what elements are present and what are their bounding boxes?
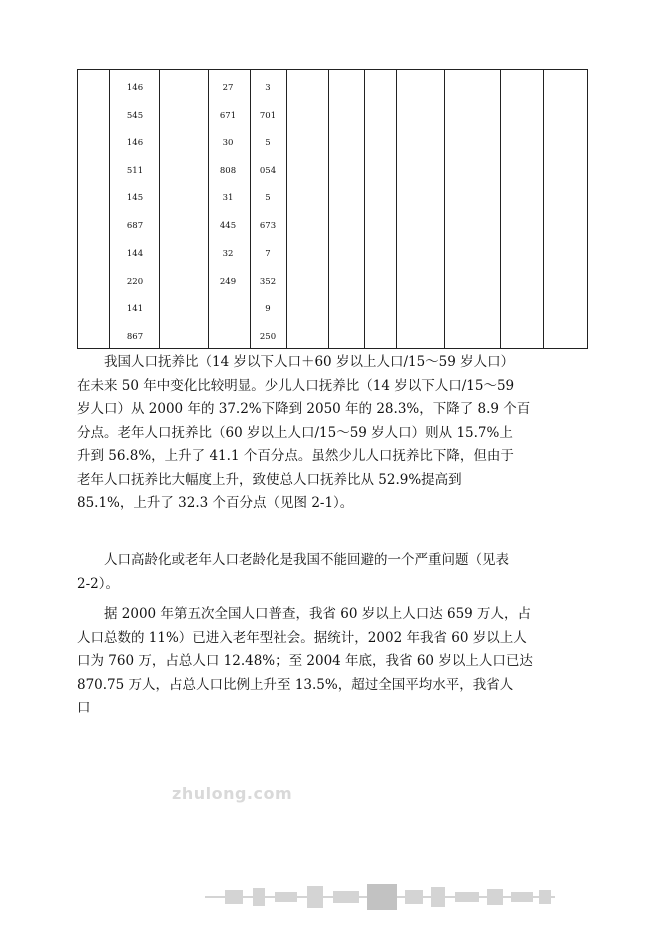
text-line: 口 [77,700,91,716]
table-cell: 141 [126,304,144,314]
table-cell: 671 [219,111,237,121]
text-line: 据 2000 年第五次全国人口普查，我省 60 岁以上人口达 659 万人，占 [104,606,532,622]
table-column-divider [444,70,445,348]
data-table [77,69,588,349]
table-column-divider [109,70,110,348]
paragraph-dependency-ratio [77,351,582,516]
table-cell: 250 [259,332,277,342]
table-cell: 808 [219,166,237,176]
text-line: 870.75 万人，占总人口比例上升至 13.5%，超过全国平均水平，我省人 [77,676,514,693]
table-column-divider [543,70,544,348]
table-cell: 545 [126,111,144,121]
table-cell: 5 [265,193,271,203]
table-cell: 32 [222,249,234,259]
table-cell: 144 [126,249,144,259]
table-cell: 687 [126,221,144,231]
table-cell: 3 [265,83,271,93]
table-cell: 9 [265,304,271,314]
table-column-divider [396,70,397,348]
watermark-text: zhulong.com [172,784,293,803]
text-line: 口为 760 万，占总人口 12.48%；至 2004 年底，我省 60 岁以上人口已达 [77,653,533,669]
table-cell: 146 [126,138,144,148]
table-cell: 445 [219,221,237,231]
table-cell: 31 [222,193,234,203]
text-line: 85.1%，上升了 32.3 个百分点（见图 2-1）。 [77,495,354,511]
table-cell: 5 [265,138,271,148]
table-cell: 867 [126,332,144,342]
text-line: 在未来 50 年中变化比较明显。少儿人口抚养比（14 岁以下人口/15～59 [77,377,515,394]
table-cell: 054 [259,166,277,176]
table-column-divider [364,70,365,348]
table-cell: 27 [222,83,234,93]
text-line: 老年人口抚养比大幅度上升，致使总人口抚养比从 52.9%提高到 [77,471,462,488]
text-line: 分点。老年人口抚养比（60 岁以上人口/15～59 岁人口）则从 15.7%上 [77,424,513,441]
table-column-divider [159,70,160,348]
text-line: 人口高龄化或老年人口老龄化是我国不能回避的一个严重问题（见表 [104,552,509,568]
table-cell: 146 [126,83,144,93]
text-line: 人口总数的 11%）已进入老年型社会。据统计，2002 年我省 60 岁以上人 [77,629,527,646]
text-line: 升到 56.8%，上升了 41.1 个百分点。虽然少儿人口抚养比下降，但由于 [77,448,514,464]
table-cell: 220 [126,277,144,287]
table-column-divider [328,70,329,348]
table-cell: 249 [219,277,237,287]
table-column-divider [500,70,501,348]
table-cell: 673 [259,221,277,231]
table-cell: 145 [126,193,144,203]
table-cell: 7 [265,249,271,259]
paragraph-aging-issue [77,549,582,596]
text-line: 我国人口抚养比（14 岁以下人口＋60 岁以上人口/15～59 岁人口） [104,354,515,370]
watermark-noise-graphic [205,880,555,914]
text-line: 2-2）。 [77,575,119,592]
table-cell: 701 [259,111,277,121]
table-cell: 511 [126,166,144,176]
table-cell: 352 [259,277,277,287]
paragraph-province-census [77,603,582,721]
table-cell: 30 [222,138,234,148]
text-line: 岁人口）从 2000 年的 37.2%下降到 2050 年的 28.3%，下降了 8.9 个百 [77,401,531,417]
